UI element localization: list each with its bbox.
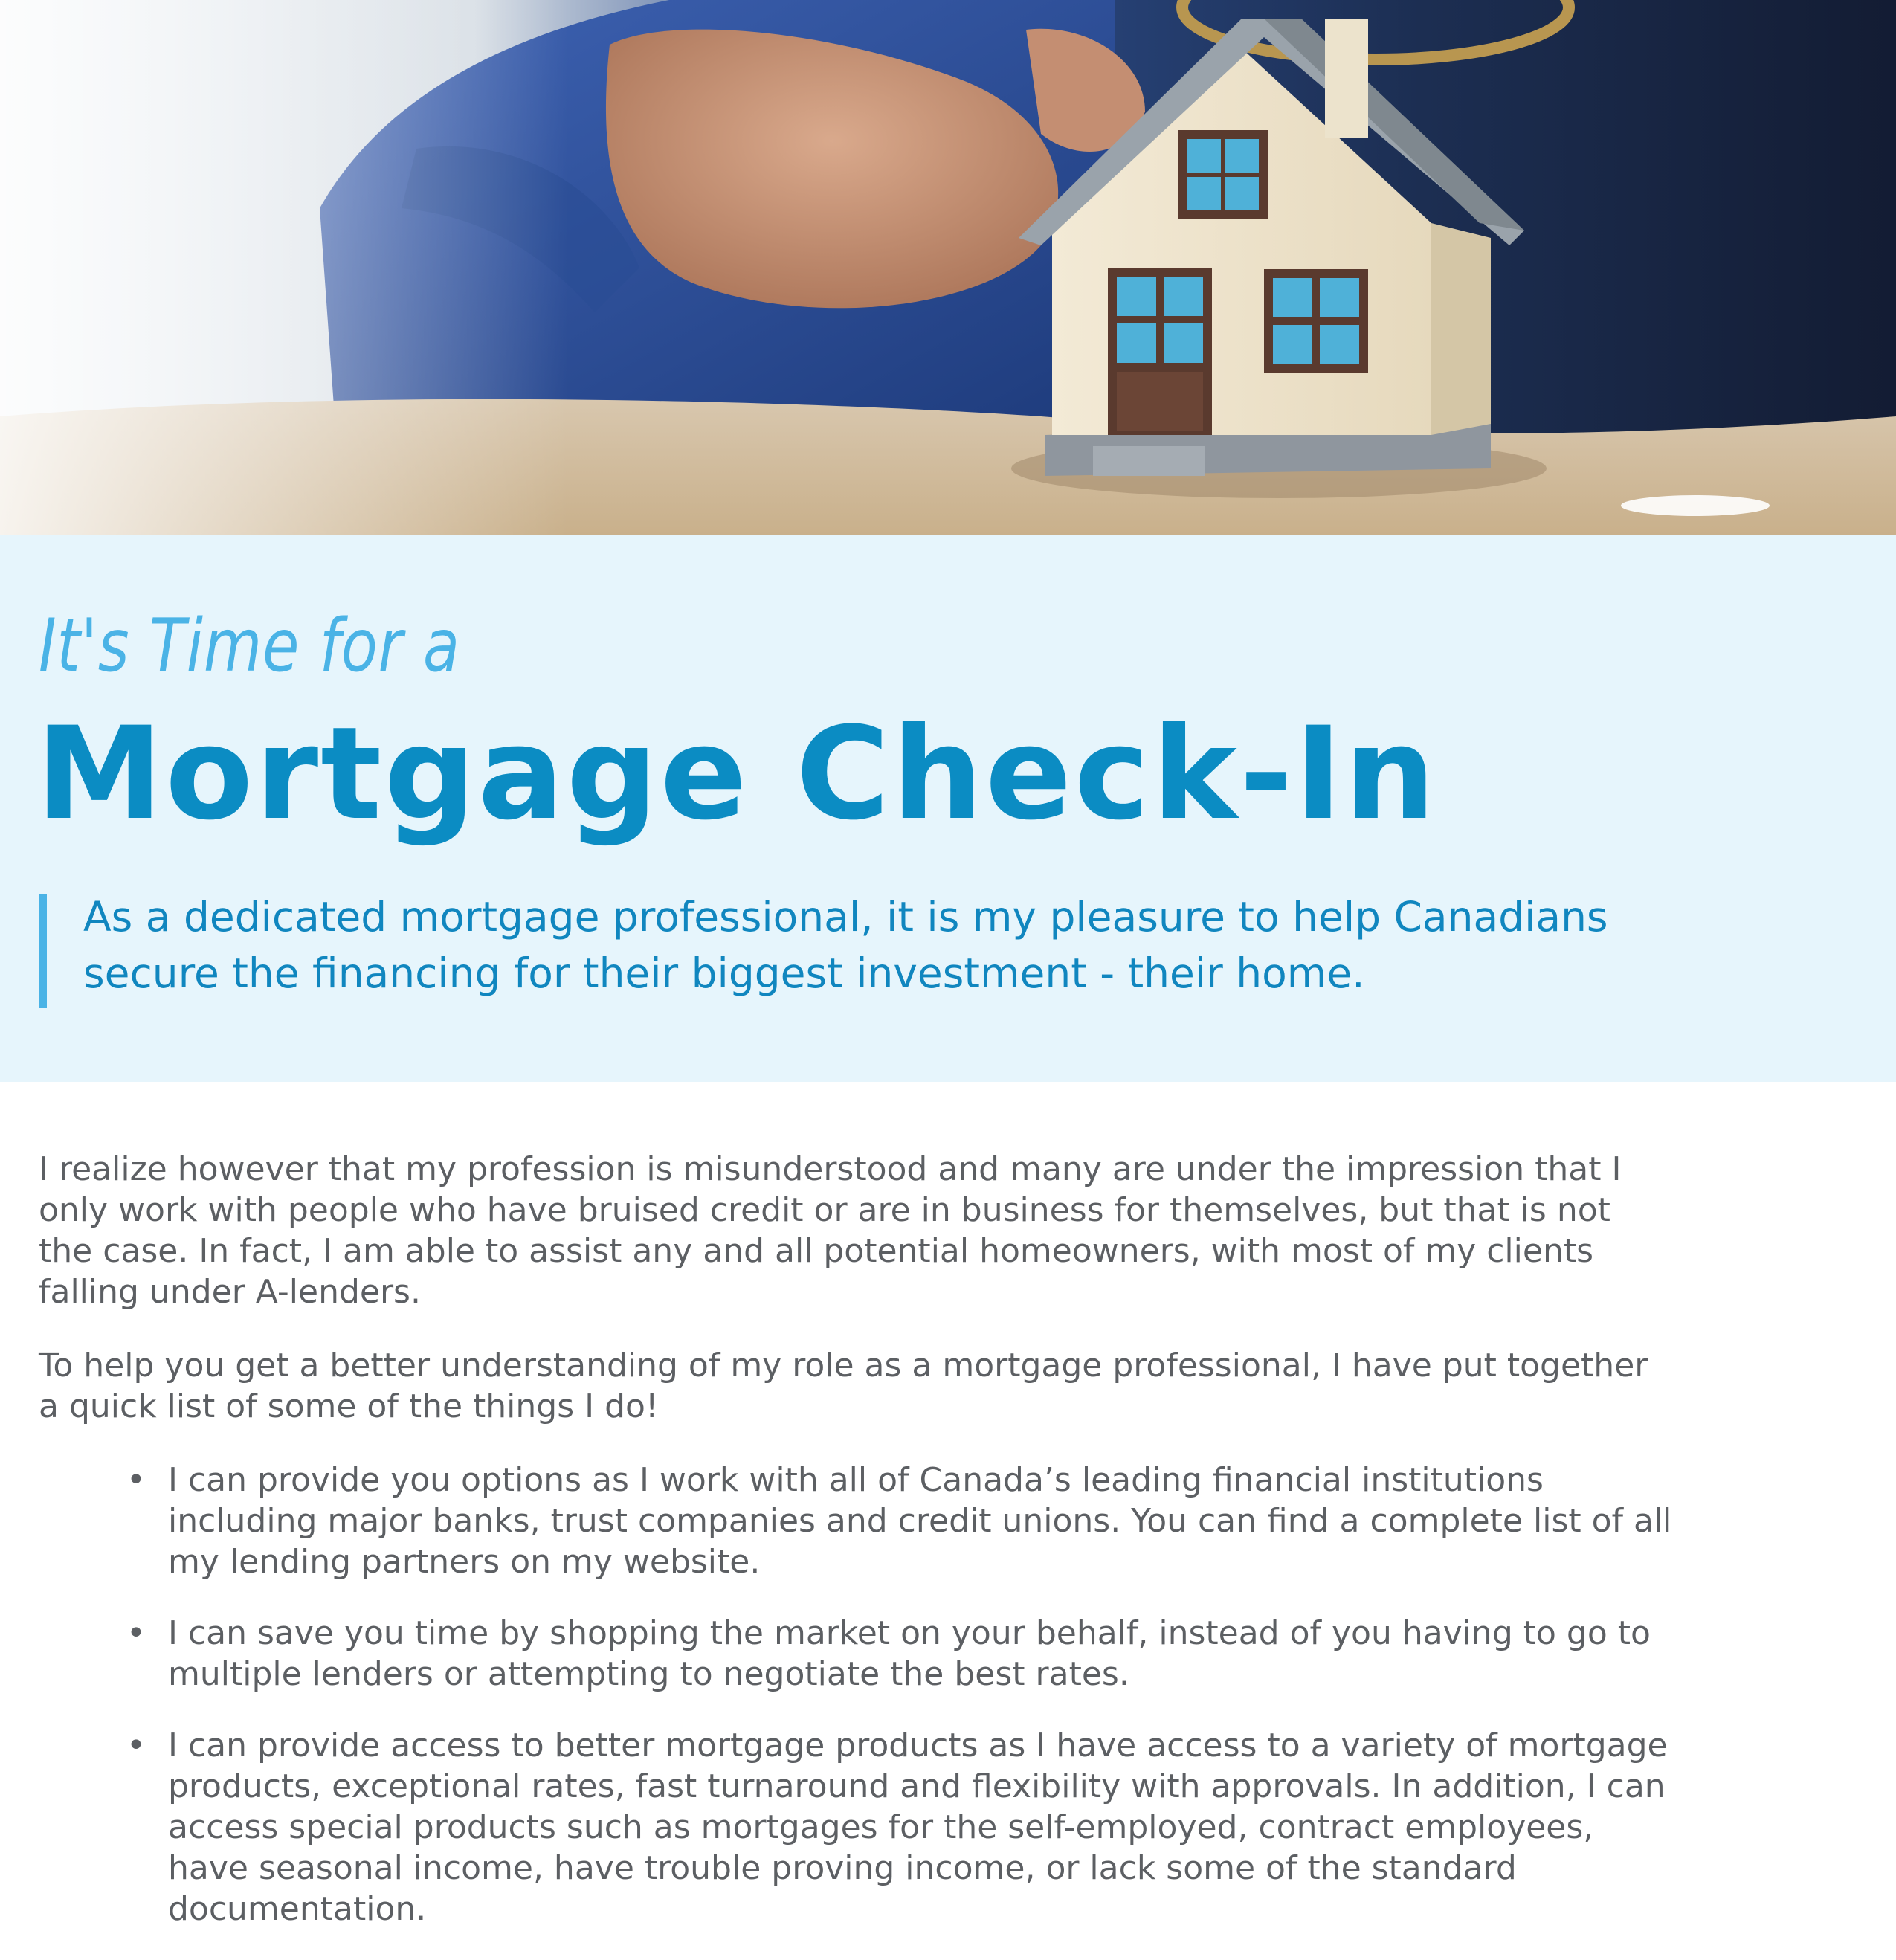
text-line: have seasonal income, have trouble proving income, or lack some of the standard bbox=[168, 1849, 1517, 1887]
text-line: only work with people who have bruised credit or are in business for themselves, but that is not bbox=[39, 1191, 1610, 1229]
text-line: products, exceptional rates, fast turnaround and flexibility with approvals. In addition, I can bbox=[168, 1767, 1666, 1805]
hero-image bbox=[0, 0, 1896, 535]
paragraph bbox=[39, 1149, 1875, 1312]
text-line: a quick list of some of the things I do! bbox=[39, 1387, 659, 1425]
quote-accent-bar bbox=[39, 894, 47, 1008]
text-line: I can provide you options as I work with all of Canada’s leading financial institutions bbox=[168, 1461, 1544, 1499]
list-item bbox=[39, 1460, 1875, 1582]
text-line: To help you get a better understanding of my role as a mortgage professional, I have put together bbox=[39, 1347, 1648, 1384]
text-line: the case. In fact, I am able to assist any and all potential homeowners, with most of my clients bbox=[39, 1232, 1594, 1270]
bullet-icon: • bbox=[126, 1614, 146, 1652]
text-line: multiple lenders or attempting to negotiate the best rates. bbox=[168, 1655, 1129, 1693]
text-line: documentation. bbox=[168, 1890, 427, 1928]
body-content bbox=[39, 1149, 1875, 1960]
text-line: including major banks, trust companies and credit unions. You can find a complete list of all bbox=[168, 1502, 1672, 1540]
bullet-icon: • bbox=[126, 1727, 146, 1764]
paragraph bbox=[39, 1345, 1875, 1427]
text-line: I can provide access to better mortgage products as I have access to a variety of mortgage bbox=[168, 1727, 1668, 1764]
services-list bbox=[39, 1460, 1875, 1930]
text-line: falling under A-lenders. bbox=[39, 1273, 421, 1311]
intro-quote bbox=[83, 889, 1853, 1002]
quote-line: As a dedicated mortgage professional, it is my pleasure to help Canadians bbox=[83, 893, 1608, 941]
text-line: I realize however that my profession is misunderstood and many are under the impression that I bbox=[39, 1150, 1622, 1188]
text-line: I can save you time by shopping the market on your behalf, instead of you having to go to bbox=[168, 1614, 1651, 1652]
house-under-magnifying-glass-photo bbox=[0, 0, 1896, 535]
text-line: access special products such as mortgages for the self-employed, contract employees, bbox=[168, 1808, 1594, 1846]
list-item bbox=[39, 1613, 1875, 1695]
kicker-heading: It's Time for a bbox=[39, 604, 460, 689]
bullet-icon: • bbox=[126, 1461, 146, 1499]
list-item bbox=[39, 1725, 1875, 1930]
quote-line: secure the financing for their biggest investment - their home. bbox=[83, 950, 1365, 997]
page-title: Mortgage Check-In bbox=[36, 699, 1438, 848]
text-line: my lending partners on my website. bbox=[168, 1543, 761, 1581]
